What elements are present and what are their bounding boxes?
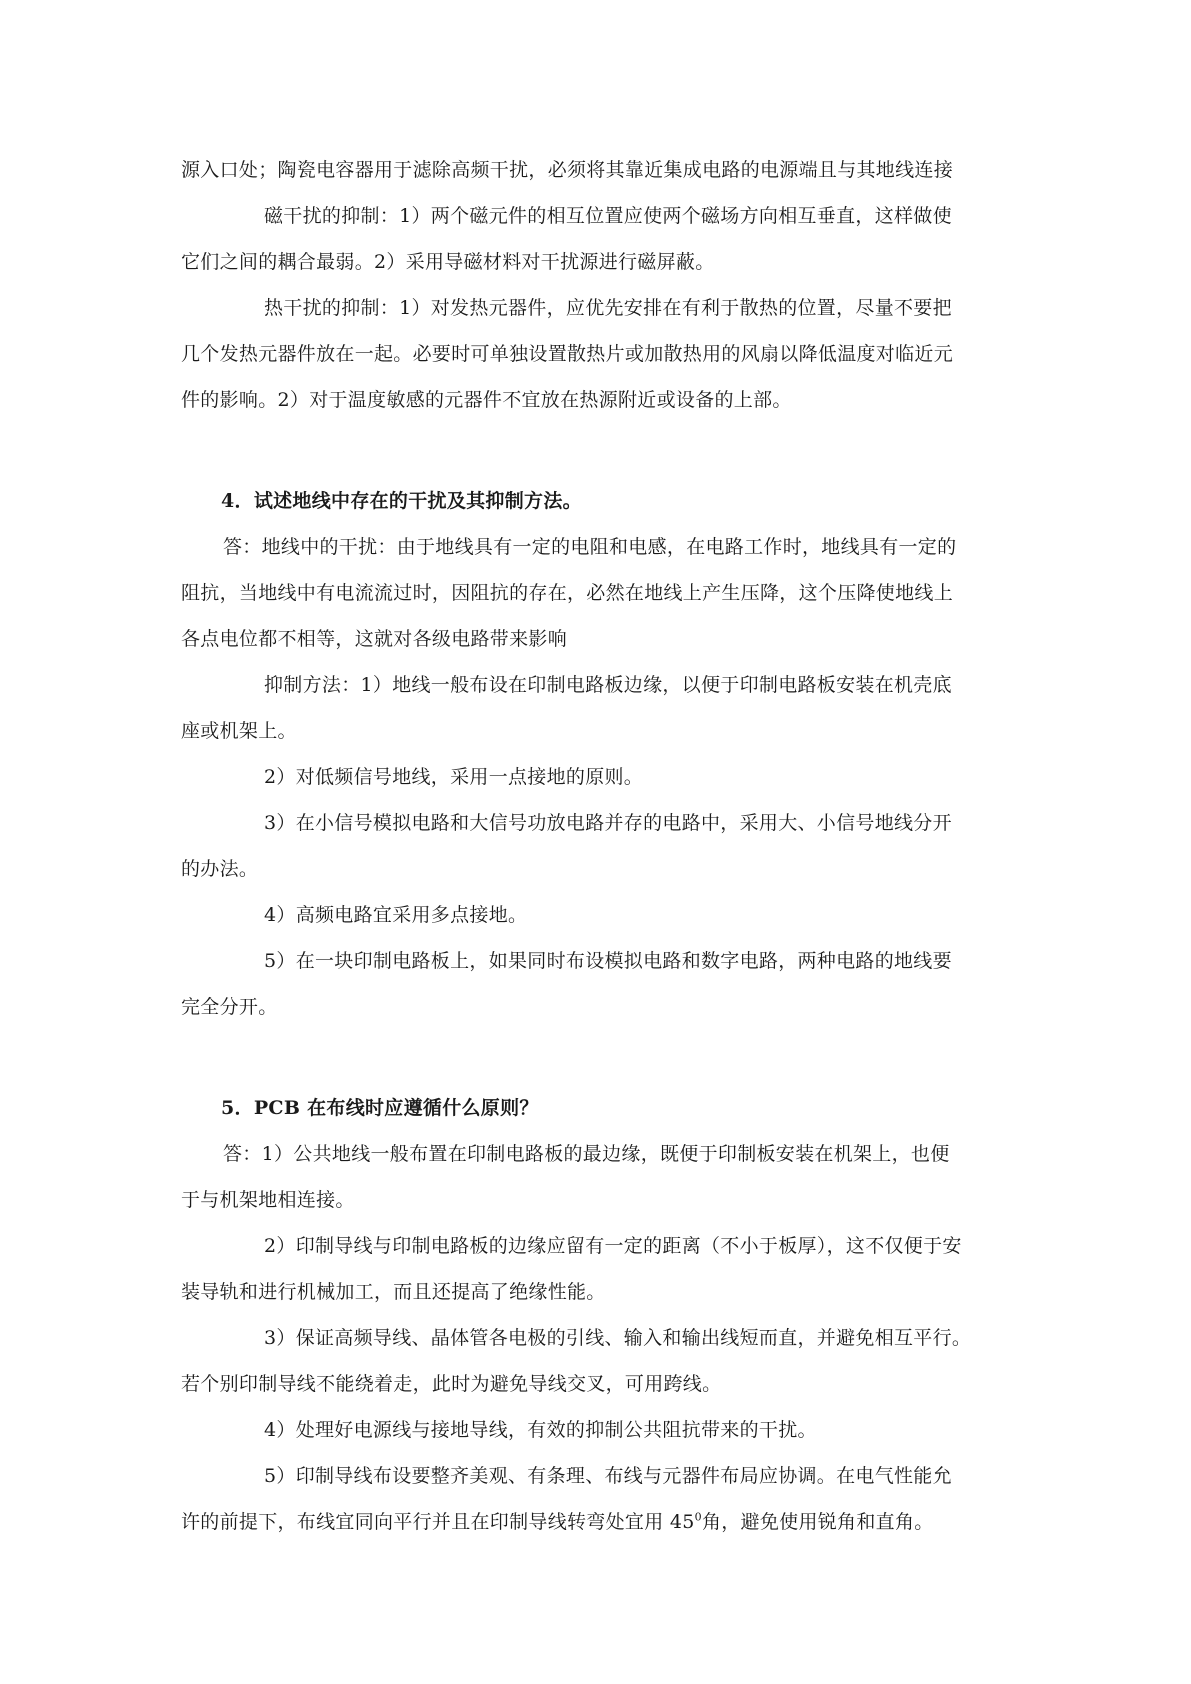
paragraph-line: 答：地线中的干扰：由于地线具有一定的电阻和电感，在电路工作时，地线具有一定的 xyxy=(223,536,957,558)
paragraph-line: 若个别印制导线不能绕着走，此时为避免导线交叉，可用跨线。 xyxy=(181,1373,722,1395)
paragraph-line: 座或机架上。 xyxy=(181,720,297,742)
paragraph-line: 5）印制导线布设要整齐美观、有条理、布线与元器件布局应协调。在电气性能允 xyxy=(264,1465,952,1487)
paragraph-line: 4）高频电路宜采用多点接地。 xyxy=(264,904,528,926)
paragraph-line: 4）处理好电源线与接地导线，有效的抑制公共阻抗带来的干扰。 xyxy=(264,1419,817,1441)
section-spacer xyxy=(181,423,1016,478)
paragraph-line: 磁干扰的抑制：1）两个磁元件的相互位置应使两个磁场方向相互垂直，这样做使 xyxy=(264,205,952,227)
paragraph-line xyxy=(181,1499,1016,1545)
line-text: 角，避免使用锐角和直角。 xyxy=(701,1511,934,1533)
paragraph-line: 5）在一块印制电路板上，如果同时布设模拟电路和数字电路，两种电路的地线要 xyxy=(264,950,952,972)
paragraph-line: 各点电位都不相等，这就对各级电路带来影响 xyxy=(181,628,568,650)
superscript-degree: 0 xyxy=(694,1510,702,1524)
paragraph-line: 装导轨和进行机械加工，而且还提高了绝缘性能。 xyxy=(181,1281,606,1303)
line-text: 许的前提下，布线宜同向平行并且在印制导线转弯处宜用 45 xyxy=(181,1511,695,1533)
paragraph-line: 源入口处；陶瓷电容器用于滤除高频干扰，必须将其靠近集成电路的电源端且与其地线连接 xyxy=(181,159,954,181)
paragraph-line: 它们之间的耦合最弱。2）采用导磁材料对干扰源进行磁屏蔽。 xyxy=(181,251,715,273)
document-page xyxy=(181,147,1016,1545)
paragraph-line: 件的影响。2）对于温度敏感的元器件不宜放在热源附近或设备的上部。 xyxy=(181,389,792,411)
question-heading-5: 5．PCB 在布线时应遵循什么原则？ xyxy=(221,1097,539,1119)
paragraph-line: 3）在小信号模拟电路和大信号功放电路并存的电路中，采用大、小信号地线分开 xyxy=(264,812,952,834)
paragraph-line: 抑制方法：1）地线一般布设在印制电路板边缘，以便于印制电路板安装在机壳底 xyxy=(264,674,952,696)
paragraph-line: 3）保证高频导线、晶体管各电极的引线、输入和输出线短而直，并避免相互平行。 xyxy=(264,1327,972,1349)
section-spacer xyxy=(181,1030,1016,1085)
question-heading-4: 4．试述地线中存在的干扰及其抑制方法。 xyxy=(221,490,582,512)
paragraph-line: 阻抗，当地线中有电流流过时，因阻抗的存在，必然在地线上产生压降，这个压降使地线上 xyxy=(181,582,954,604)
paragraph-line: 的办法。 xyxy=(181,858,259,880)
paragraph-line: 答：1）公共地线一般布置在印制电路板的最边缘，既便于印制板安装在机架上，也便 xyxy=(223,1143,950,1165)
paragraph-line: 完全分开。 xyxy=(181,996,278,1018)
paragraph-line: 热干扰的抑制：1）对发热元器件，应优先安排在有利于散热的位置，尽量不要把 xyxy=(264,297,952,319)
paragraph-line: 2）印制导线与印制电路板的边缘应留有一定的距离（不小于板厚），这不仅便于安 xyxy=(264,1235,962,1257)
paragraph-line: 几个发热元器件放在一起。必要时可单独设置散热片或加散热用的风扇以降低温度对临近元 xyxy=(181,343,954,365)
paragraph-line: 2）对低频信号地线，采用一点接地的原则。 xyxy=(264,766,644,788)
paragraph-line: 于与机架地相连接。 xyxy=(181,1189,355,1211)
